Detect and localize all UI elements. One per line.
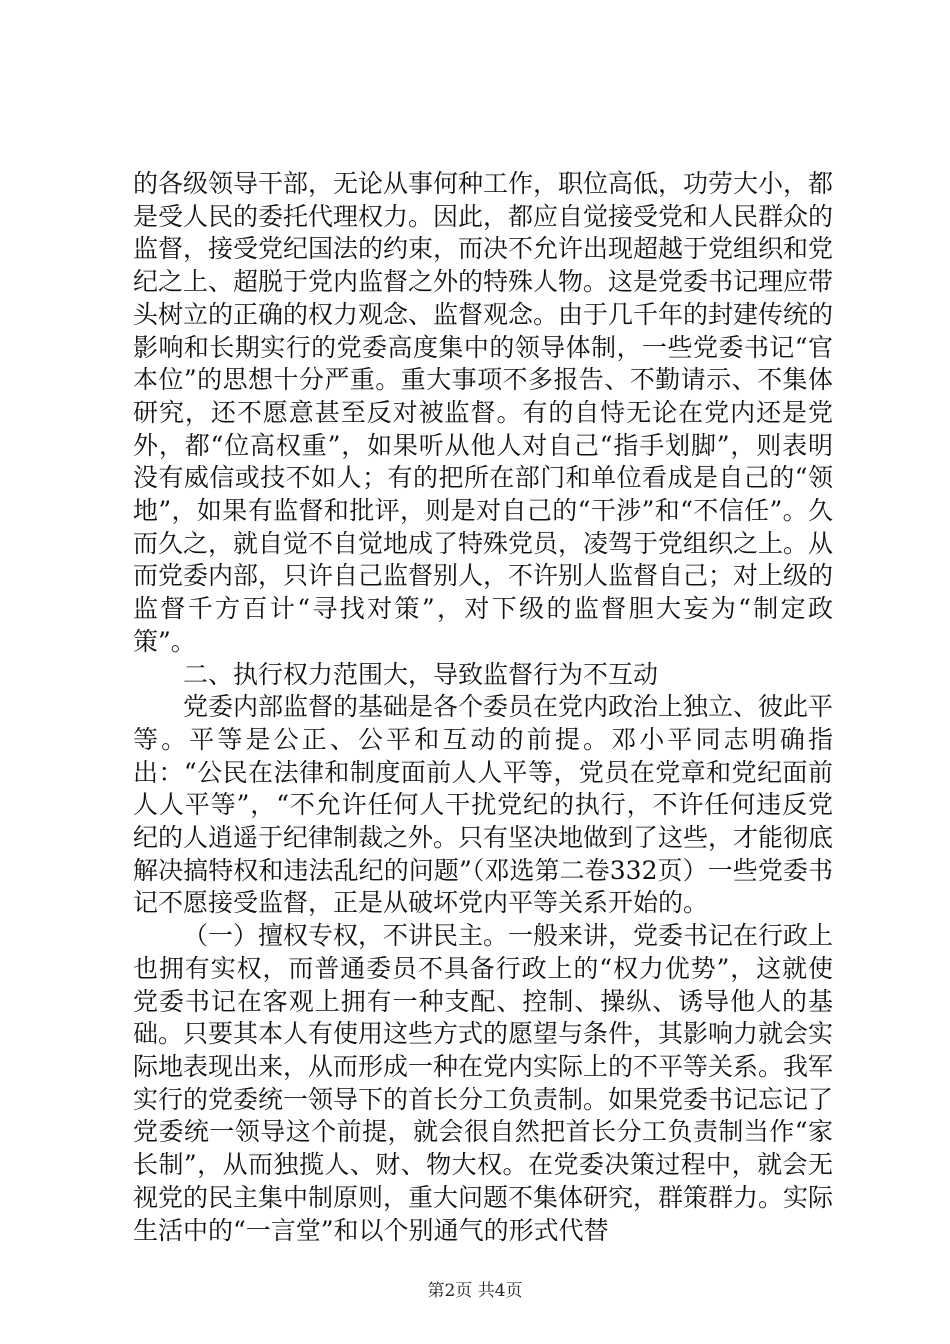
paragraph: （一）擅权专权，不讲民主。一般来讲，党委书记在行政上也拥有实权，而普通委员不具备行政上的“权力优势”，这就使党委书记在客观上拥有一种支配、控制、操纵、诱导他人的基础。只要其本人有使用这些方式的愿望与条件，其影响力就会实际地表现出来，从而形成一种在党内实际上的不平等关系。我军实行的党委统一领导下的首长分工负责制。如果党委书记忘记了党委统一领导这个前提，就会很自然把首长分工负责制当作“家长制”，从而独揽人、财、物大权。在党委决策过程中，就会无视党的民主集中制原则，重大问题不集体研究，群策群力。实际生活中的“一言堂”和以个别通气的形式代替: [133, 921, 834, 1245]
paragraph: 党委内部监督的基础是各个委员在党内政治上独立、彼此平等。平等是公正、公平和互动的前提。邓小平同志明确指出：“公民在法律和制度面前人人平等，党员在党章和党纪面前人人平等”，“不允许任何人干扰党纪的执行，不许任何违反党纪的人逍遥于纪律制裁之外。只有坚决地做到了这些，才能彻底解决搞特权和违法乱纪的问题”（邓选第二卷332页）一些党委书记不愿接受监督，正是从破坏党内平等关系开始的。: [133, 692, 834, 918]
page-number: 第2页 共4页: [427, 1281, 523, 1301]
section-heading: 二、执行权力范围大，导致监督行为不互动: [183, 659, 659, 689]
paragraph-continuation: 的各级领导干部，无论从事何种工作，职位高低，功劳大小，都是受人民的委托代理权力。因此，都应自觉接受党和人民群众的监督，接受党纪国法的约束，而决不允许出现超越于党组织和党纪之上、超脱于党内监督之外的特殊人物。这是党委书记理应带头树立的正确的权力观念、监督观念。由于几千年的封建传统的影响和长期实行的党委高度集中的领导体制，一些党委书记“官本位”的思想十分严重。重大事项不多报告、不勤请示、不集体研究，还不愿意甚至反对被监督。有的自恃无论在党内还是党外，都“位高权重”，如果听从他人对自己“指手划脚”，则表明没有威信或技不如人；有的把所在部门和单位看成是自己的“领地”，如果有监督和批评，则是对自己的“干涉”和“不信任”。久而久之，就自觉不自觉地成了特殊党员，凌驾于党组织之上。从而党委内部，只许自己监督别人，不许别人监督自己；对上级的监督千方百计“寻找对策”，对下级的监督胆大妄为“制定政策”。: [133, 169, 834, 656]
document-body: [133, 168, 833, 1247]
